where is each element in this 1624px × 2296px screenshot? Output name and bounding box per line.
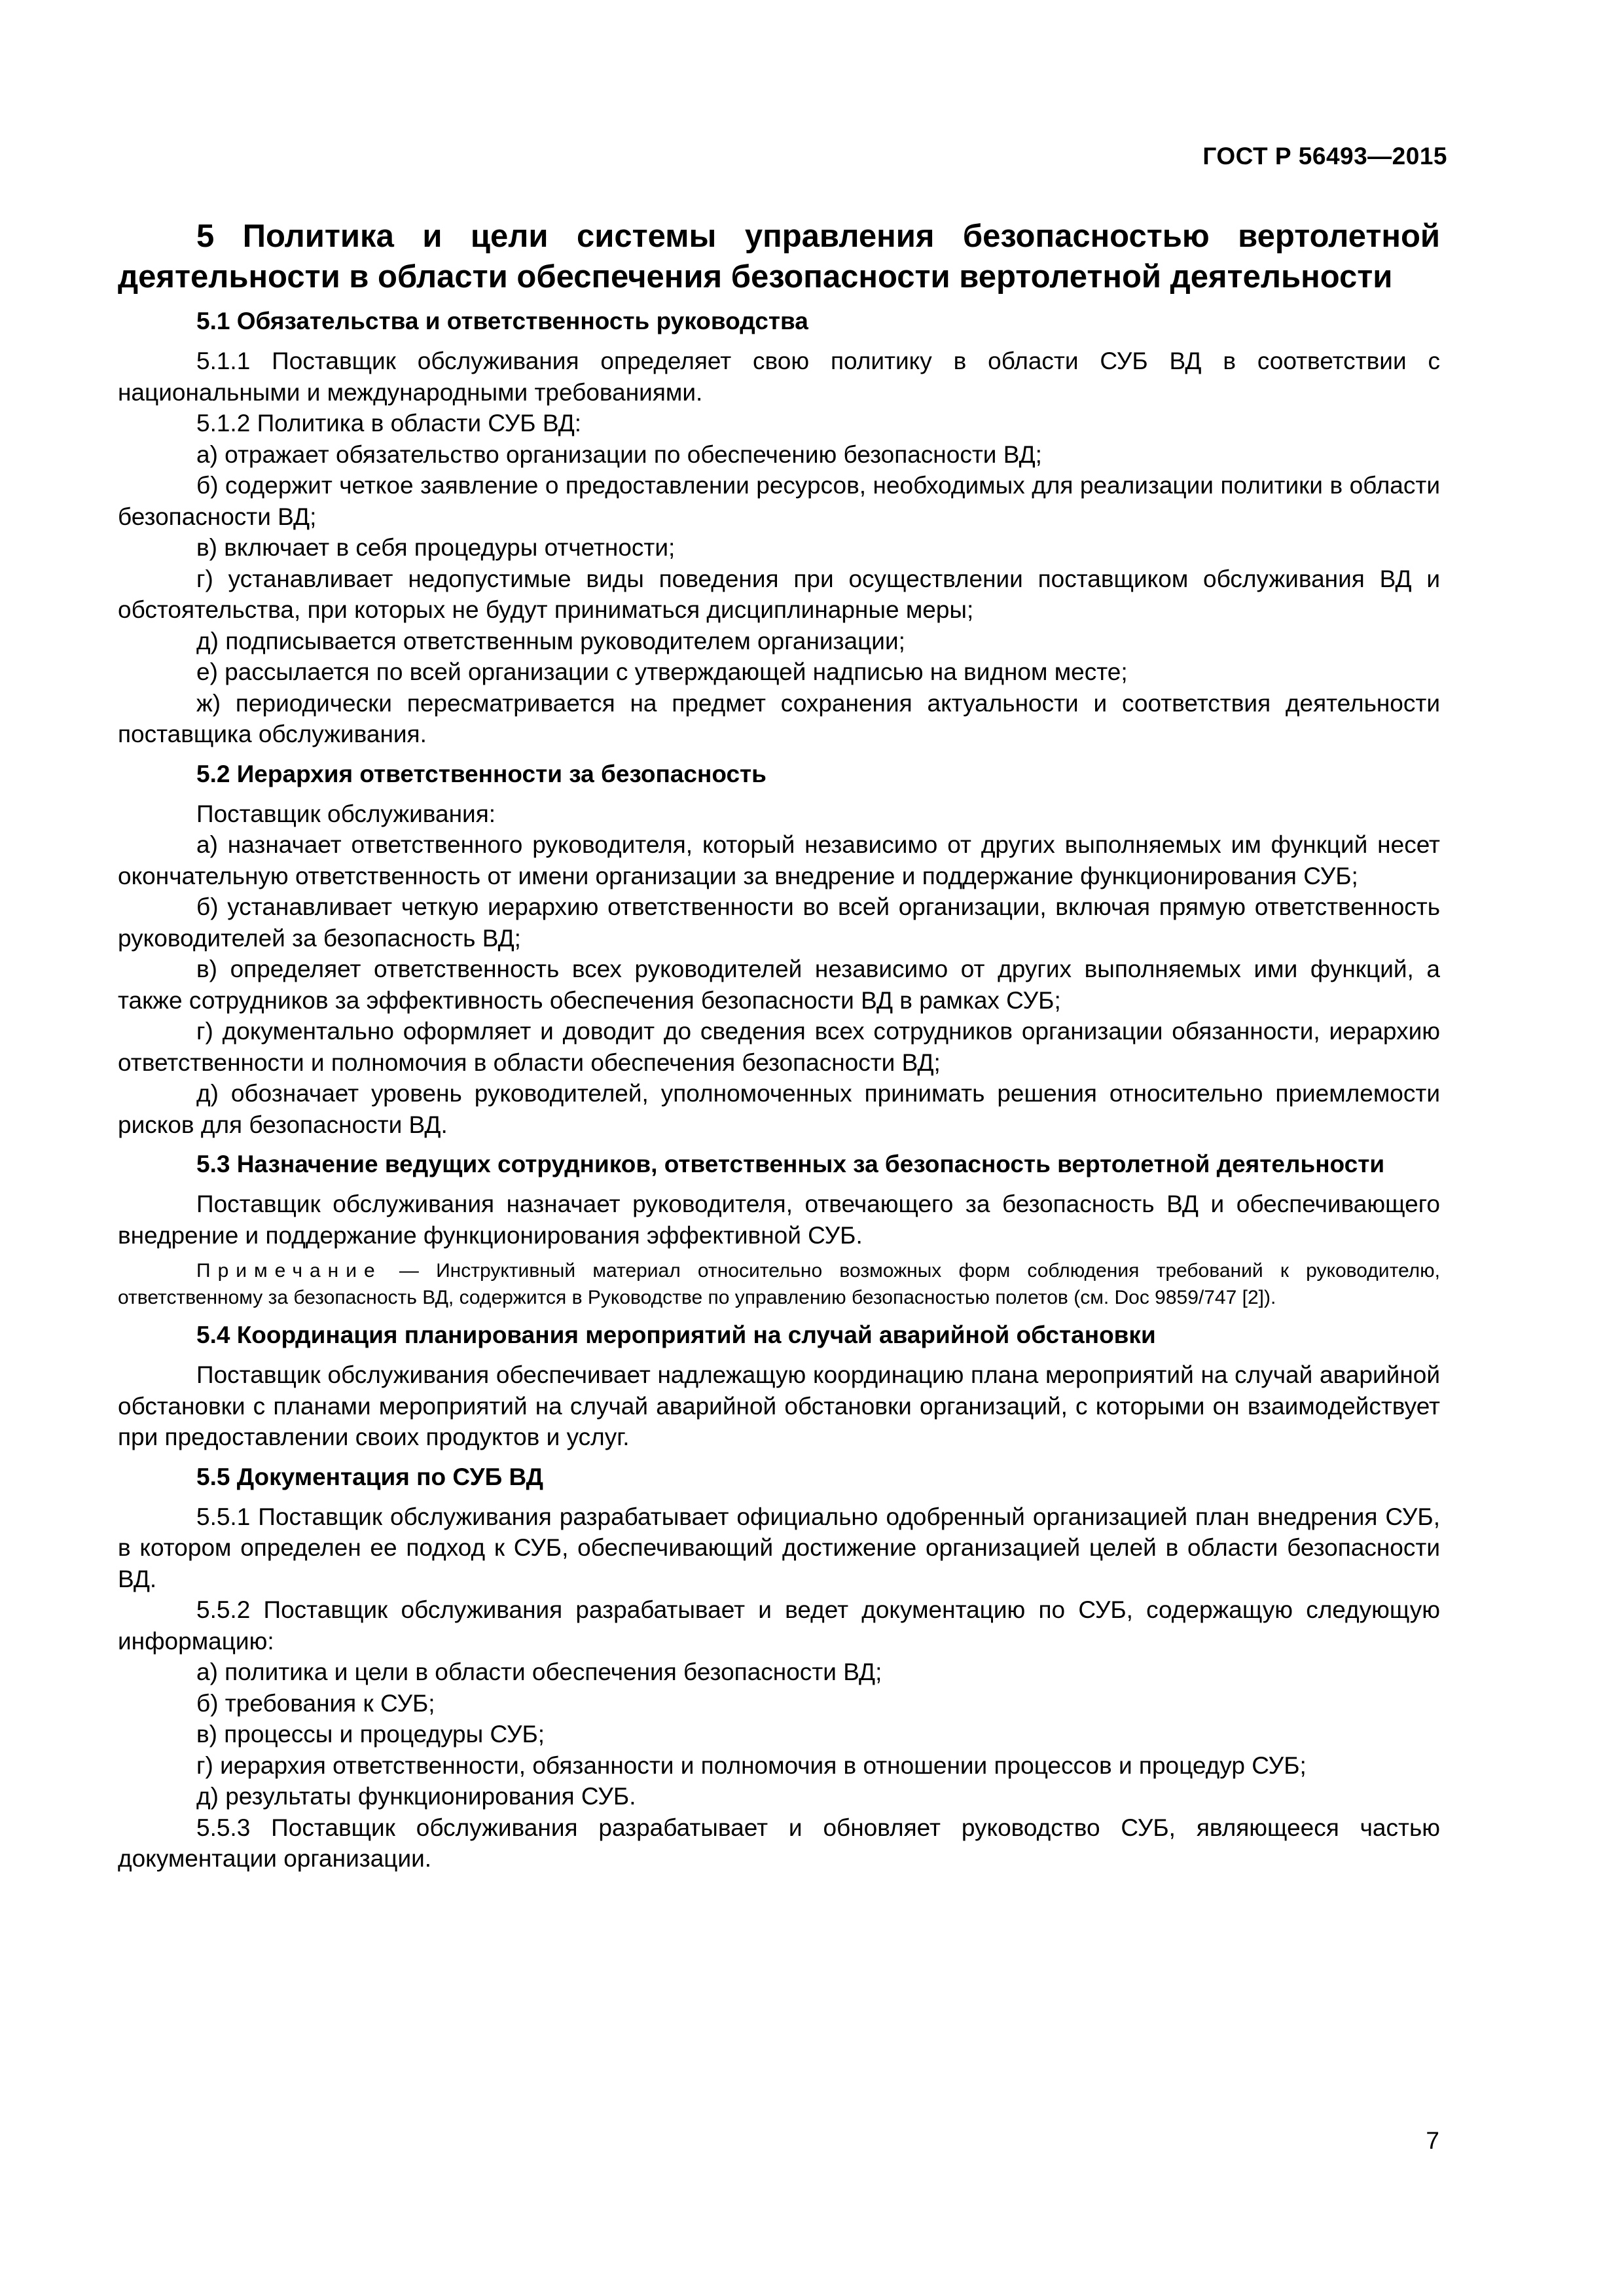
list-item: в) включает в себя процедуры отчетности; xyxy=(196,534,676,561)
list-item: г) иерархия ответственности, обязанности и полномочия в отношении процессов и процедур СУБ; xyxy=(196,1751,1307,1779)
list-item: г) документально оформляет и доводит до сведения всех сотрудников организации обязанности, иерархию ответственности и полномочия в области обеспечения безопасности ВД; xyxy=(118,1018,1440,1076)
section-heading: 5.4 Координация планирования мероприятий на случай аварийной обстановки xyxy=(196,1321,1156,1348)
standard-code: ГОСТ Р 56493—2015 xyxy=(1202,143,1447,170)
page-content xyxy=(118,216,1440,1874)
page-number: 7 xyxy=(1426,2127,1439,2154)
list-item: б) требования к СУБ; xyxy=(196,1689,435,1717)
note-text: — Инструктивный материал относительно возможных форм соблюдения требований к руководителю, ответственному за безопасность ВД, содержится в Руководстве по управлению безопасностью полетов (см. Doc 9859/747 [2]). xyxy=(118,1260,1440,1308)
list-item: а) назначает ответственного руководителя, который независимо от других выполняемых им функций несет окончательную ответственность от имени организации за внедрение и поддержание функционирования СУБ; xyxy=(118,831,1440,889)
list-item: в) определяет ответственность всех руководителей независимо от других выполняемых ими функций, а также сотрудников за эффективность обеспечения безопасности ВД в рамках СУБ; xyxy=(118,956,1440,1014)
paragraph: Поставщик обслуживания обеспечивает надлежащую координацию плана мероприятий на случай аварийной обстановки с планами мероприятий на случай аварийной обстановки организаций, с которыми он взаимодействует при предоставлении своих продуктов и услуг. xyxy=(118,1361,1440,1450)
paragraph: Поставщик обслуживания назначает руководителя, отвечающего за безопасность ВД и обеспечивающего внедрение и поддержание функционирования эффективной СУБ. xyxy=(118,1191,1440,1249)
section-heading: 5.3 Назначение ведущих сотрудников, ответственных за безопасность вертолетной деятельности xyxy=(196,1151,1385,1177)
list-item: в) процессы и процедуры СУБ; xyxy=(196,1721,545,1748)
list-item: а) политика и цели в области обеспечения безопасности ВД; xyxy=(196,1659,882,1685)
list-item: д) обозначает уровень руководителей, уполномоченных принимать решения относительно приемлемости рисков для безопасности ВД. xyxy=(118,1080,1440,1138)
paragraph: 5.5.1 Поставщик обслуживания разрабатывает официально одобренный организацией план внедрения СУБ, в котором определен ее подход к СУБ, обеспечивающий достижение организацией целей в области безопасности ВД. xyxy=(118,1503,1440,1592)
list-item: д) результаты функционирования СУБ. xyxy=(196,1783,636,1810)
list-item: е) рассылается по всей организации с утверждающей надписью на видном месте; xyxy=(196,658,1128,685)
note-label: Примечание xyxy=(196,1260,382,1282)
list-item: д) подписывается ответственным руководителем организации; xyxy=(196,627,905,655)
list-item: ж) периодически пересматривается на предмет сохранения актуальности и соответствия деятельности поставщика обслуживания. xyxy=(118,689,1440,747)
paragraph: 5.1.2 Политика в области СУБ ВД: xyxy=(196,410,582,437)
list-item: б) содержит четкое заявление о предоставлении ресурсов, необходимых для реализации политики в области безопасности ВД; xyxy=(118,472,1440,530)
paragraph: 5.5.2 Поставщик обслуживания разрабатывает и ведет документацию по СУБ, содержащую следующую информацию: xyxy=(118,1596,1440,1655)
section-heading: 5.5 Документация по СУБ ВД xyxy=(196,1463,544,1490)
list-item: б) устанавливает четкую иерархию ответственности во всей организации, включая прямую ответственность руководителей за безопасность ВД; xyxy=(118,893,1440,952)
paragraph: 5.1.1 Поставщик обслуживания определяет свою политику в области СУБ ВД в соответствии с национальными и международными требованиями. xyxy=(118,348,1440,406)
paragraph: Поставщик обслуживания: xyxy=(196,800,496,827)
note xyxy=(118,1257,1440,1311)
section-heading: 5.1 Обязательства и ответственность руководства xyxy=(196,308,808,334)
list-item: а) отражает обязательство организации по обеспечению безопасности ВД; xyxy=(196,440,1042,468)
list-item: г) устанавливает недопустимые виды поведения при осуществлении поставщиком обслуживания ВД и обстоятельства, при которых не будут приниматься дисциплинарные меры; xyxy=(118,565,1440,623)
chapter-title: 5 Политика и цели системы управления безопасностью вертолетной деятельности в области обеспечения безопасности вертолетной деятельности xyxy=(118,219,1440,295)
paragraph: 5.5.3 Поставщик обслуживания разрабатывает и обновляет руководство СУБ, являющееся частью документации организации. xyxy=(118,1814,1440,1872)
section-heading: 5.2 Иерархия ответственности за безопасность xyxy=(196,760,767,787)
